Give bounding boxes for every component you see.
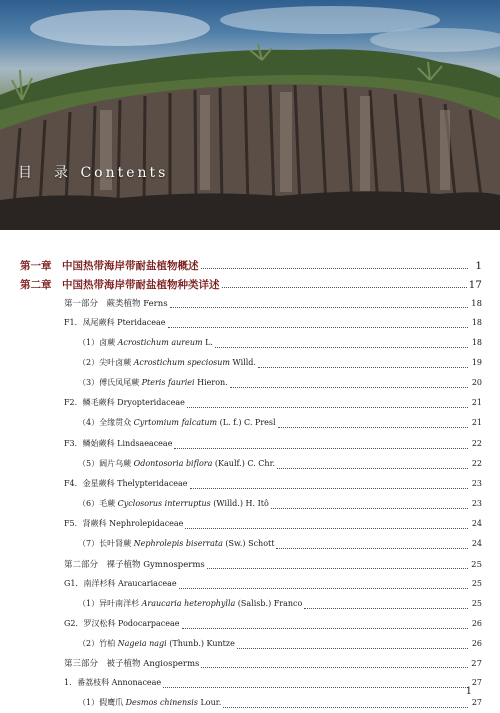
- toc-entry-title: F3．鳞始蕨科 Lindsaeaceae: [64, 439, 173, 448]
- toc-page-number: 26: [471, 639, 482, 648]
- species-authority: (Willd.) H. Itô: [210, 499, 269, 508]
- toc-page-number: 26: [471, 619, 482, 628]
- species-cn-name: （3）傅氏凤尾蕨: [78, 378, 142, 387]
- toc-entry-family[interactable]: [64, 478, 482, 494]
- toc-entry-title: 1．番荔枝科 Annonaceae: [64, 678, 162, 687]
- toc-entry-title: [78, 538, 274, 549]
- leader-dots: [278, 418, 468, 428]
- toc-page-number: 19: [471, 358, 482, 367]
- species-latin-name: Odontosoria biflora: [133, 459, 213, 468]
- species-cn-name: （4）全缘贯众: [78, 418, 134, 427]
- toc-page-number: 23: [471, 479, 482, 488]
- toc-entry-species[interactable]: [78, 638, 482, 654]
- toc-entry-family[interactable]: [64, 578, 482, 594]
- leader-dots: [223, 698, 468, 708]
- toc-entry-title: F4．金星蕨科 Thelypteridaceae: [64, 479, 188, 488]
- toc-heading-cn: 目 录: [18, 165, 72, 181]
- toc-page-number: 21: [471, 398, 482, 407]
- toc-page-number: 24: [471, 539, 482, 548]
- toc-page-number: 27: [471, 678, 482, 687]
- leader-dots: [201, 658, 468, 668]
- toc-page-number: 18: [471, 318, 482, 327]
- leader-dots: [182, 619, 468, 629]
- toc-page-number: 27: [471, 659, 482, 669]
- species-cn-name: （6）毛蕨: [78, 499, 118, 508]
- species-authority: Lour.: [197, 698, 222, 707]
- toc-entry-title: [78, 357, 256, 368]
- species-cn-name: （5）阔片乌蕨: [78, 459, 134, 468]
- leader-dots: [170, 298, 468, 308]
- toc-page-number: 25: [471, 599, 482, 608]
- leader-dots: [277, 459, 468, 469]
- leader-dots: [237, 639, 468, 649]
- leader-dots: [179, 579, 468, 589]
- toc-page-number: 21: [471, 418, 482, 427]
- toc-entry-title: F1．凤尾蕨科 Pteridaceae: [64, 318, 166, 327]
- leader-dots: [207, 559, 468, 569]
- species-latin-name: Acrostichum speciosum: [133, 358, 230, 367]
- toc-entry-title: [78, 458, 275, 469]
- species-authority: (Sw.) Schott: [222, 539, 275, 548]
- toc-entry-title: [78, 417, 276, 428]
- species-cn-name: （1）假鹰爪: [78, 698, 126, 707]
- toc-page-number: 23: [471, 499, 482, 508]
- leader-dots: [230, 378, 468, 388]
- leader-dots: [185, 519, 468, 529]
- toc-entry-title: F5．肾蕨科 Nephrolepidaceae: [64, 519, 184, 528]
- species-cn-name: （1）异叶南洋杉: [78, 599, 142, 608]
- toc-entry-title: [78, 498, 269, 509]
- toc-entry-family[interactable]: [64, 618, 482, 634]
- leader-dots: [174, 439, 468, 449]
- toc-entry-title: G2．罗汉松科 Podocarpaceae: [64, 619, 180, 628]
- toc-entry-chapter[interactable]: [20, 277, 482, 293]
- leader-dots: [215, 338, 468, 348]
- species-authority: (Salisb.) Franco: [235, 599, 303, 608]
- species-authority: Willd.: [230, 358, 256, 367]
- cover-photo: [0, 0, 500, 230]
- species-authority: L.: [202, 338, 213, 347]
- toc-entry-species[interactable]: [78, 538, 482, 554]
- species-latin-name: Acrostichum aureum: [117, 338, 203, 347]
- toc-page-number: 1: [475, 260, 482, 272]
- toc-page-number: 18: [471, 299, 482, 309]
- toc-page-number: 17: [468, 279, 482, 291]
- toc-entry-title: G1．南洋杉科 Araucariaceae: [64, 579, 177, 588]
- toc-entry-title: 第一部分 蕨类植物 Ferns: [64, 299, 168, 309]
- leader-dots: [168, 318, 468, 328]
- species-latin-name: Cyclosorus interruptus: [117, 499, 211, 508]
- toc-page-number: 20: [471, 378, 482, 387]
- toc-entry-title: 第二部分 裸子植物 Gymnosperms: [64, 560, 205, 570]
- leader-dots: [187, 398, 468, 408]
- toc-page-number: 27: [471, 698, 482, 707]
- basalt-cliff-illustration: [0, 0, 500, 230]
- toc-entry-species[interactable]: [78, 417, 482, 433]
- leader-dots: [201, 259, 469, 269]
- toc-entry-family[interactable]: [64, 438, 482, 454]
- toc-entry-title: 第三部分 被子植物 Angiosperms: [64, 659, 200, 669]
- toc-entry-species[interactable]: [78, 377, 482, 393]
- toc-entry-part[interactable]: [64, 558, 482, 574]
- page-number: 1: [465, 686, 472, 697]
- species-cn-name: （2）竹柏: [78, 639, 118, 648]
- species-authority: (Kaulf.) C. Chr.: [212, 459, 276, 468]
- toc-entry-species[interactable]: [78, 458, 482, 474]
- toc-entry-title: [78, 377, 228, 388]
- toc-page-number: 22: [471, 439, 482, 448]
- species-authority: Hieron.: [194, 378, 228, 387]
- leader-dots: [222, 278, 467, 288]
- toc-entry-species[interactable]: [78, 598, 482, 614]
- leader-dots: [258, 358, 468, 368]
- leader-dots: [276, 539, 468, 549]
- toc-entry-part[interactable]: [64, 297, 482, 313]
- species-latin-name: Desmos chinensis: [125, 698, 198, 707]
- species-cn-name: （1）卤蕨: [78, 338, 118, 347]
- toc-entry-title: [78, 337, 213, 348]
- toc-entry-family[interactable]: [64, 518, 482, 534]
- toc-entry-title: 第一章 中国热带海岸带耐盐植物概述: [20, 260, 199, 272]
- species-latin-name: Araucaria heterophylla: [141, 599, 236, 608]
- species-authority: (L. f.) C. Presl: [217, 418, 276, 427]
- leader-dots: [304, 599, 468, 609]
- toc-entry-chapter[interactable]: [20, 258, 482, 274]
- species-authority: (Thunb.) Kuntze: [166, 639, 235, 648]
- toc-page-number: 25: [471, 560, 482, 570]
- toc-entry-species[interactable]: [78, 357, 482, 373]
- toc-entry-species[interactable]: [78, 337, 482, 353]
- leader-dots: [190, 479, 468, 489]
- toc-entry-family[interactable]: [64, 317, 482, 333]
- toc-heading-en: Contents: [80, 165, 169, 181]
- toc-entry-title: [78, 638, 235, 649]
- toc-page-number: 22: [471, 459, 482, 468]
- species-latin-name: Nageia nagi: [117, 639, 167, 648]
- toc-heading: [18, 162, 168, 182]
- species-cn-name: （2）尖叶卤蕨: [78, 358, 134, 367]
- species-latin-name: Pteris fauriei: [141, 378, 195, 387]
- toc-entry-species[interactable]: [78, 498, 482, 514]
- toc-page-number: 18: [471, 338, 482, 347]
- species-cn-name: （7）长叶肾蕨: [78, 539, 134, 548]
- toc-entry-title: F2．鳞毛蕨科 Dryopteridaceae: [64, 398, 185, 407]
- toc-entry-family[interactable]: [64, 397, 482, 413]
- species-latin-name: Cyrtomium falcatum: [133, 418, 218, 427]
- toc-entry-part[interactable]: [64, 657, 482, 673]
- species-latin-name: Nephrolepis biserrata: [133, 539, 223, 548]
- toc-entry-family[interactable]: [64, 677, 482, 693]
- toc-entry-title: [78, 697, 221, 708]
- toc-page-number: 24: [471, 519, 482, 528]
- leader-dots: [163, 678, 468, 688]
- toc-entry-title: [78, 598, 302, 609]
- toc-entry-title: 第二章 中国热带海岸带耐盐植物种类详述: [20, 279, 220, 291]
- toc-page-number: 25: [471, 579, 482, 588]
- toc-entry-species[interactable]: [78, 697, 482, 713]
- leader-dots: [271, 499, 468, 509]
